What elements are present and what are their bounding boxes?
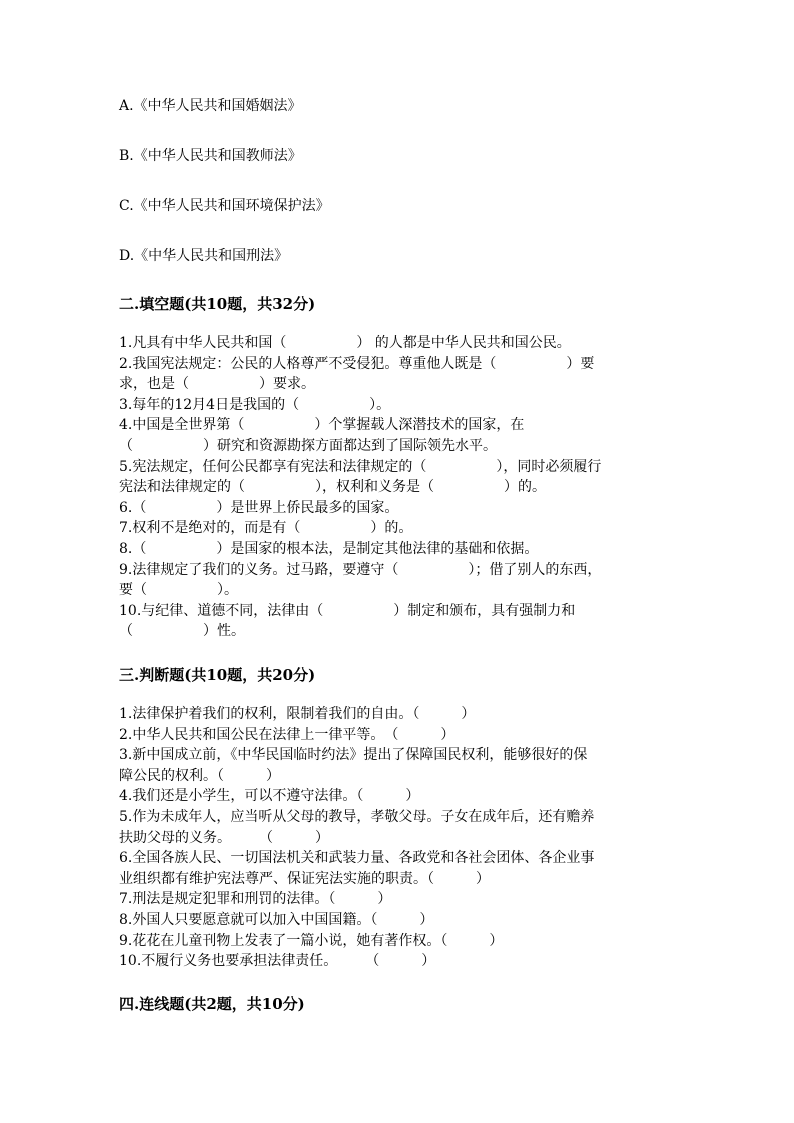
section-fill-blank-title: 二.填空题(共10题，共32分): [119, 295, 316, 313]
question-line: 9.法律规定了我们的义务。过马路，要遵守（ ）；借了别人的东西，: [119, 561, 602, 578]
fill-blank-questions: [119, 333, 659, 642]
question-line: 宪法和法律规定的（ ），权利和义务是（ ）的。: [119, 479, 546, 496]
section-true-false-title: 三.判断题(共10题，共20分): [119, 666, 316, 684]
question-line: 5.宪法规定，任何公民都享有宪法和法律规定的（ ），同时必须履行: [119, 458, 602, 475]
question-line: 8.（ ）是国家的根本法，是制定其他法律的基础和依据。: [119, 540, 539, 557]
question-line: 4.中国是全世界第（ ）个掌握载人深潜技术的国家，在: [119, 417, 525, 434]
question-line: 8.外国人只要愿意就可以加入中国国籍。（ ）: [119, 911, 434, 928]
question-line: 3.每年的12月4日是我国的（ ）。: [119, 396, 391, 413]
question-line: 10.与纪律、道德不同，法律由（ ）制定和颁布，具有强制力和: [119, 602, 576, 619]
question-line: 1.凡具有中华人民共和国（ ） 的人都是中华人民共和国公民。: [119, 335, 571, 351]
question-line: 9.花花在儿童刊物上发表了一篇小说，她有著作权。（ ）: [119, 932, 504, 949]
question-line: 业组织都有维护宪法尊严、保证宪法实施的职责。（ ）: [119, 870, 490, 887]
question-line: 5.作为未成年人，应当听从父母的教导，孝敬父母。子女在成年后，还有赡养: [119, 808, 595, 825]
question-line: 4.我们还是小学生，可以不遵守法律。（ ）: [119, 788, 420, 805]
question-line: 7.刑法是规定犯罪和刑罚的法律。（ ）: [119, 891, 392, 908]
section-matching-title: 四.连线题(共2题，共10分): [119, 995, 305, 1013]
question-line: 10.不履行义务也要承担法律责任。 （ ）: [119, 953, 436, 970]
question-line: 障公民的权利。（ ）: [119, 767, 280, 784]
option-c: C.《中华人民共和国环境保护法》: [119, 198, 330, 214]
option-d: D.《中华人民共和国刑法》: [119, 248, 289, 264]
question-line: 2.中华人民共和国公民在法律上一律平等。 （ ）: [119, 726, 455, 743]
question-line: 扶助父母的义务。 （ ）: [119, 829, 329, 846]
question-line: 要（ ）。: [119, 582, 238, 599]
question-line: 3.新中国成立前，《中华民国临时约法》提出了保障国民权利，能够很好的保: [119, 747, 588, 764]
question-line: （ ）研究和资源勘探方面都达到了国际领先水平。: [119, 437, 497, 454]
question-line: 1.法律保护着我们的权利，限制着我们的自由。（ ）: [119, 706, 476, 722]
question-line: 6.（ ）是世界上侨民最多的国家。: [119, 499, 399, 516]
question-line: 2.我国宪法规定：公民的人格尊严不受侵犯。尊重他人既是（ ）要: [119, 355, 595, 372]
question-line: 求，也是（ ）要求。: [119, 376, 315, 393]
question-line: 7.权利不是绝对的，而是有（ ）的。: [119, 520, 413, 537]
question-line: （ ）性。: [119, 623, 245, 640]
option-a: A.《中华人民共和国婚姻法》: [119, 98, 302, 114]
question-line: 6.全国各族人民、一切国法机关和武装力量、各政党和各社会团体、各企业事: [119, 850, 595, 867]
true-false-questions: [119, 704, 659, 972]
option-b: B.《中华人民共和国教师法》: [119, 148, 302, 164]
